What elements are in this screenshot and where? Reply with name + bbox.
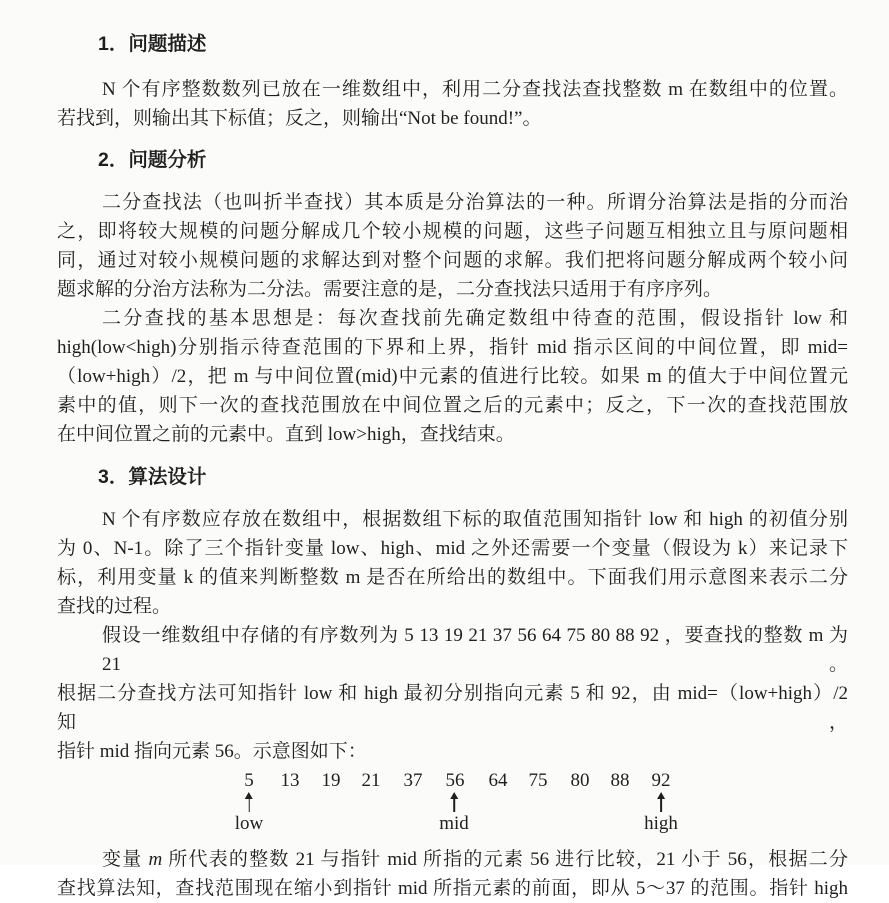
text-line: 指针 mid 指向元素 56。示意图如下： xyxy=(57,741,367,762)
text-line xyxy=(57,845,848,874)
paragraph-comparison-step xyxy=(57,845,848,903)
paragraph-problem-description xyxy=(57,75,848,133)
section-heading-problem-description: 1．问题描述 xyxy=(98,33,207,55)
up-arrow-icon xyxy=(657,792,665,812)
text-line: 二分查找法（也叫折半查找）其本质是分治算法的一种。所谓分治算法是指的分而治 xyxy=(102,192,848,213)
paragraph-binary-search-idea xyxy=(57,304,848,449)
array-value: 21 xyxy=(361,770,381,791)
pointer-mid xyxy=(439,792,469,834)
text-line: 在中间位置之前的元素中。直到 low>high，查找结束。 xyxy=(57,424,515,445)
text-line: 查找算法知，查找范围现在缩小到指针 mid 所指元素的前面，即从 5～37 的范围。指针 high xyxy=(57,878,848,899)
paragraph-divide-and-conquer xyxy=(57,188,848,304)
array-diagram xyxy=(0,766,889,845)
arrow-head xyxy=(657,792,665,799)
up-arrow-icon xyxy=(245,792,253,812)
pointer-label-high: high xyxy=(644,813,678,834)
array-value: 88 xyxy=(610,770,630,791)
text-line: 二分查找的基本思想是：每次查找前先确定数组中待查的范围，假设指针 low 和 xyxy=(102,308,848,329)
array-value: 13 xyxy=(280,770,300,791)
arrow-stem xyxy=(248,799,250,812)
text-segment: 变量 xyxy=(102,849,149,870)
pointer-low xyxy=(235,792,264,834)
text-line: 之，即将较大规模的问题分解成几个较小规模的问题，这些子问题互相独立且与原问题相 xyxy=(57,221,848,242)
arrow-head xyxy=(450,792,458,799)
text-column-continued xyxy=(57,845,848,903)
text-line: 题求解的分治方法称为二分法。需要注意的是，二分查找法只适用于有序序列。 xyxy=(57,279,723,300)
text-line: 同，通过对较小规模问题的求解达到对整个问题的求解。我们把将问题分解成两个较小问 xyxy=(57,250,848,271)
array-value: 80 xyxy=(570,770,590,791)
arrow-stem xyxy=(453,799,455,812)
text-line: 为 0、N-1。除了三个指针变量 low、high、mid 之外还需要一个变量（假设为 k）来记录下 xyxy=(57,538,848,559)
arrow-head xyxy=(245,792,253,799)
paragraph-example-sequence xyxy=(57,621,848,766)
array-value: 92 xyxy=(651,770,671,791)
text-line: N 个有序整数数列已放在一维数组中，利用二分查找法查找整数 m 在数组中的位置。 xyxy=(102,79,848,100)
text-segment: 所代表的整数 21 与指针 mid 所指的元素 56 进行比较，21 小于 56，根据二分 xyxy=(162,849,848,870)
text-line: 查找的过程。 xyxy=(57,596,172,617)
up-arrow-icon xyxy=(450,792,458,812)
array-value: 19 xyxy=(321,770,341,791)
text-line: （low+high）/2，把 m 与中间位置(mid)中元素的值进行比较。如果 m 的值大于中间位置元 xyxy=(57,366,848,387)
pointer-label-low: low xyxy=(234,813,264,834)
array-value: 75 xyxy=(528,770,548,791)
array-value: 37 xyxy=(403,770,423,791)
text-line: 若找到，则输出其下标值；反之，则输出“Not be found!”。 xyxy=(57,108,542,129)
text-line: 标，利用变量 k 的值来判断整数 m 是否在所给出的数组中。下面我们用示意图来表示二分 xyxy=(57,567,848,588)
arrow-stem xyxy=(660,799,662,812)
paragraph-algorithm-variables xyxy=(57,505,848,621)
text-column xyxy=(57,30,848,766)
text-line: 素中的值，则下一次的查找范围放在中间位置之后的元素中；反之，下一次的查找范围放 xyxy=(57,395,848,416)
text-line: 根据二分查找方法可知指针 low 和 high 最初分别指向元素 5 和 92，由 mid=（low+high）/2 知， xyxy=(57,683,848,733)
variable-m: m xyxy=(148,849,163,870)
array-value: 64 xyxy=(488,770,508,791)
text-line: high(low<high)分别指示待查范围的下界和上界，指针 mid 指示区间的中间位置，即 mid= xyxy=(57,337,848,358)
text-line: 假设一维数组中存储的有序数列为 5 13 19 21 37 56 64 75 80 88 92 ，要查找的整数 m 为 21。 xyxy=(102,625,848,675)
pointer-high xyxy=(644,792,678,834)
array-value: 5 xyxy=(244,770,254,791)
section-heading-problem-analysis: 2．问题分析 xyxy=(98,149,207,171)
text-line: N 个有序数应存放在数组中，根据数组下标的取值范围知指针 low 和 high 的初值分别 xyxy=(102,509,848,530)
section-heading-algorithm-design: 3．算法设计 xyxy=(98,466,207,488)
array-value: 56 xyxy=(445,770,465,791)
pointer-label-mid: mid xyxy=(439,813,469,834)
